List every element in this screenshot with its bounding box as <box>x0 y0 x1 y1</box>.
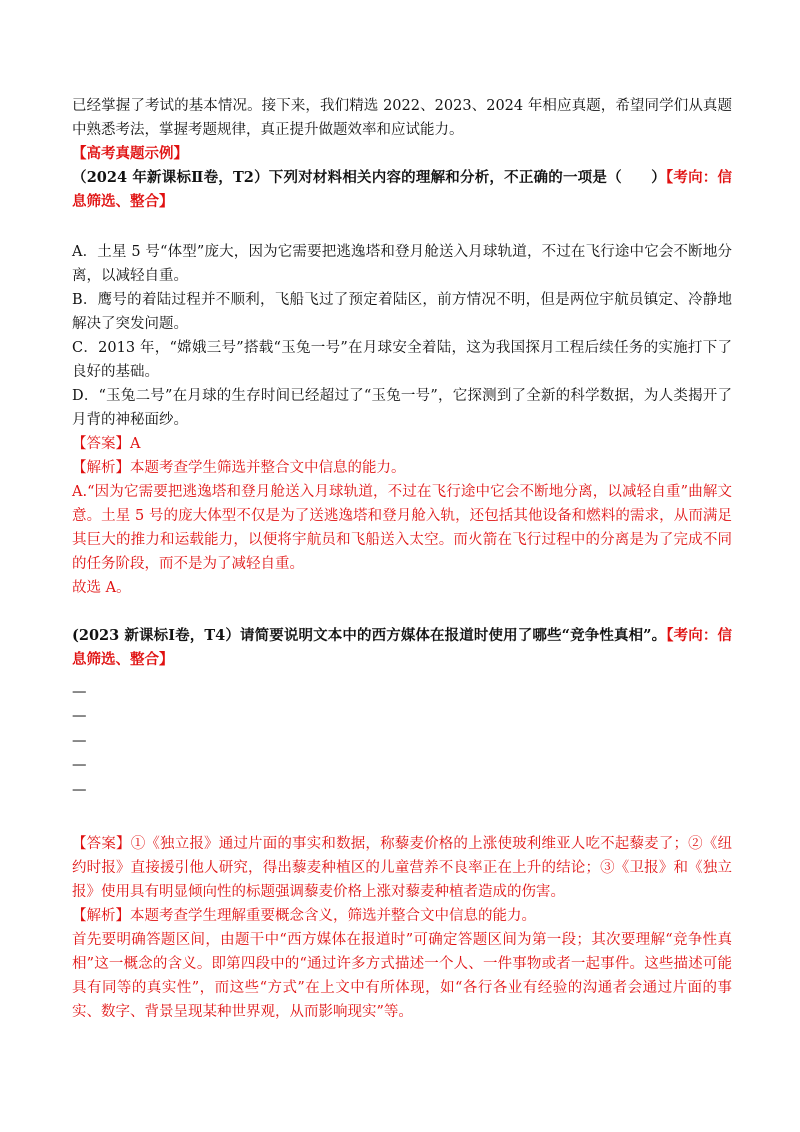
q2-analysis <box>72 904 732 928</box>
spacer <box>72 672 732 680</box>
q2-analysis-label: 【解析】 <box>72 908 130 925</box>
q1-stem <box>72 166 732 214</box>
q1-option-d: D．“玉兔二号”在月球的生存时间已经超过了“玉兔一号”，它探测到了全新的科学数据，为人类揭开了月背的神秘面纱。 <box>72 388 732 428</box>
answer-blank-line: — <box>72 708 87 725</box>
q1-answer <box>72 432 732 456</box>
q2-stem-text: (2023 新课标Ⅰ卷，T4）请简要说明文本中的西方媒体在报道时使用了哪些“竞争性真相”。 <box>72 627 667 644</box>
q1-option-c: C．2013 年，“嫦娥三号”搭载“玉兔一号”在月球安全着陆，这为我国探月工程后续任务的实施打下了良好的基础。 <box>72 340 732 380</box>
q1-answer-label: 【答案】 <box>72 436 130 452</box>
q2-tag: 【考向：信息筛选、整合】 <box>72 627 733 668</box>
q1-answer-value: A <box>130 436 141 452</box>
q2-answer <box>72 832 732 904</box>
q1-analysis <box>72 456 732 480</box>
section-heading: 【高考真题示例】 <box>72 145 188 162</box>
spacer <box>72 600 732 624</box>
intro-paragraph: 已经掌握了考试的基本情况。接下来，我们精选 2022、2023、2024 年相应真题，希望同学们从真题中熟悉考法，掌握考题规律，真正提升做题效率和应试能力。 <box>72 98 732 138</box>
q2-stem <box>72 624 732 672</box>
q2-analysis-detail: 首先要明确答题区间，由题干中“西方媒体在报道时”可确定答题区间为第一段；其次要理解“竞争性真相”这一概念的含义。即第四段中的“通过许多方式描述一个人、一件事物或者一起事件。这些描述可能具有同等的真实性”，而这些“方式”在上文中有所体现，如“各行各业有经验的沟通者会通过片面的事实、数字、背景呈现某种世界观，从而影响现实”等。 <box>72 932 732 1021</box>
q2-answer-text: ①《独立报》通过片面的事实和数据，称藜麦价格的上涨使玻利维亚人吃不起藜麦了；②《纽约时报》直接援引他人研究，得出藜麦种植区的儿童营养不良率正在上升的结论；③《卫报》和《独立报》使用具有明显倾向性的标题强调藜麦价格上涨对藜麦种植者造成的伤害。 <box>72 836 733 901</box>
answer-blank-line: — <box>72 781 87 798</box>
q1-analysis-label: 【解析】 <box>72 460 130 476</box>
answer-blank-line: — <box>72 732 87 749</box>
spacer <box>72 214 732 240</box>
q1-option-b: B．鹰号的着陆过程并不顺利，飞船飞过了预定着陆区，前方情况不明，但是两位宇航员镇定、冷静地解决了突发问题。 <box>72 292 732 332</box>
q1-analysis-detail: A.“因为它需要把逃逸塔和登月舱送入月球轨道，不过在飞行途中它会不断地分离，以减轻自重”曲解文意。土星 5 号的庞大体型不仅是为了送逃逸塔和登月舱入轨，还包括其他设备和燃料的需求，从而满足其巨大的推力和运载能力，以便将宇航员和飞船送入太空。而火箭在飞行过程中的分离是为了完成不同的任务阶段，而不是为了减轻自重。 <box>72 484 732 572</box>
q2-answer-label: 【答案】 <box>72 836 131 853</box>
q1-conclusion: 故选 A。 <box>72 580 131 596</box>
q1-stem-text: （2024 年新课标Ⅱ卷，T2）下列对材料相关内容的理解和分析，不正确的一项是（ ） <box>72 169 666 186</box>
q1-option-a: A．土星 5 号“体型”庞大，因为它需要把逃逸塔和登月舱送入月球轨道，不过在飞行途中它会不断地分离，以减轻自重。 <box>72 244 732 284</box>
spacer <box>72 802 732 832</box>
q1-tag: 【考向：信息筛选、整合】 <box>72 169 732 210</box>
q1-analysis-text: 本题考查学生筛选并整合文中信息的能力。 <box>130 460 406 476</box>
q2-analysis-text: 本题考查学生理解重要概念含义，筛选并整合文中信息的能力。 <box>130 908 536 925</box>
answer-blank-line: — <box>72 757 87 774</box>
answer-blank-line: — <box>72 684 87 700</box>
document-page <box>72 94 732 1024</box>
